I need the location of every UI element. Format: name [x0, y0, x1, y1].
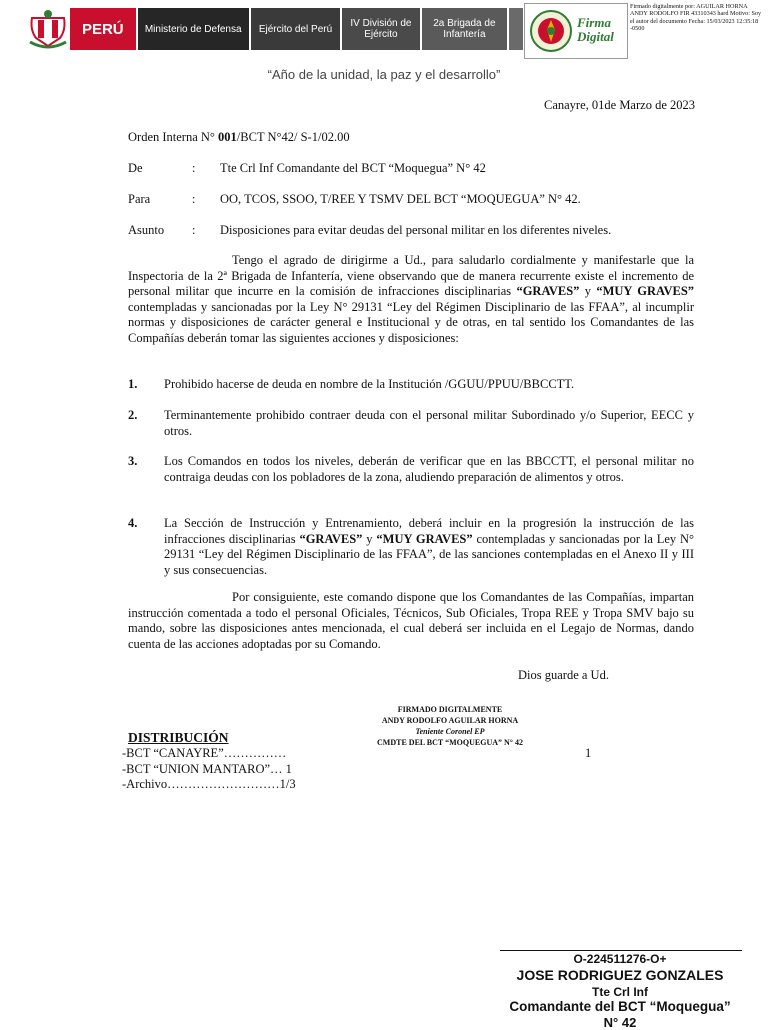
footer-rank: Tte Crl Inf — [592, 985, 648, 999]
order-number: 001 — [218, 130, 237, 144]
item-4-text — [164, 516, 694, 578]
header-ministerio: Ministerio de Defensa — [136, 8, 249, 50]
item-4-muy-graves: “MUY GRAVES” — [376, 531, 473, 546]
item-1-text: Prohibido hacerse de deuda en nombre de la Institución /GGUU/PPUU/BBCCTT. — [164, 377, 575, 391]
graves-term: “GRAVES” — [516, 284, 580, 298]
year-motto: “Año de la unidad, la paz y el desarrollo” — [267, 67, 501, 82]
farewell: Dios guarde a Ud. — [518, 668, 609, 682]
distribution-row-1-count: 1 — [585, 746, 592, 760]
header-brigada: 2a Brigada de Infantería — [420, 8, 507, 50]
item-4-text-b: contempladas y sancionadas por la Ley N° 29131 “Ley del Régimen Disciplinario de las FFAA”, de las sanciones contempladas en el Anexo II y III y sus consecuencias. — [164, 531, 695, 577]
item-4-graves: “GRAVES” — [299, 531, 363, 546]
de-label: De — [128, 161, 143, 175]
distribution-title: DISTRIBUCIÓN — [128, 730, 229, 745]
ds-line2: ANDY RODOLFO AGUILAR HORNA — [381, 716, 519, 725]
signature-details: Firmado digitalmente por: AGUILAR HORNA ANDY RODOLFO FIR 43310343 hard Motivo: Soy el autor del documento Fecha: 15/03/2023 12:35:18 -0500 — [630, 3, 762, 32]
closing-paragraph: Por consiguiente, este comando dispone que los Comandantes de las Compañías, impartan instrucción comentada a todo el personal Oficiales, Técnicos, Sub Oficiales, Tropa REE y Tropa SMV bajo su mando, sobre las disposiciones antes mencionada, el cual deberá ser incluida en el Legajo de Normas, dando cuenta de las acciones adoptadas por su Comando. — [128, 590, 694, 651]
order-suffix: /BCT N°42/ S-1/02.00 — [236, 130, 350, 144]
item-4-text-a: La Sección de Instrucción y Entrenamiento, deberá incluir en la progresión la instrucción de las infracciones disciplinarias — [164, 516, 694, 546]
army-seal-icon — [529, 8, 573, 54]
distribution-row-1: -BCT “CANAYRE”…………… — [122, 746, 287, 760]
asunto-label: Asunto — [128, 223, 165, 237]
footer-name: JOSE RODRIGUEZ GONZALES — [516, 967, 724, 983]
distribution-row-3: -Archivo………………………1/3 — [122, 777, 296, 791]
ds-line3: Teniente Coronel EP — [415, 727, 485, 736]
de-colon: : — [192, 161, 196, 175]
item-3-num: 3. — [128, 454, 138, 468]
header-division: IV División de Ejército — [340, 8, 419, 50]
conj-y: y — [584, 284, 592, 298]
ds-line4: CMDTE DEL BCT “MOQUEGUA” N° 42 — [377, 738, 523, 747]
ds-line1: FIRMADO DIGITALMENTE — [397, 705, 503, 714]
distribution-row-2: -BCT “UNION MANTARO”… 1 — [122, 762, 292, 776]
signature-line — [500, 950, 742, 951]
item-2-text: Terminantemente prohibido contraer deuda con el personal militar Subordinado y/o Superior, EECC y otros. — [164, 408, 694, 438]
peru-label: PERÚ — [70, 8, 136, 50]
de-value: Tte Crl Inf Comandante del BCT “Moquegua” N° 42 — [220, 161, 486, 175]
item-1-num: 1. — [128, 377, 138, 391]
footer-code: O-224511276-O+ — [573, 952, 667, 966]
header-ejercito: Ejército del Perú — [249, 8, 340, 50]
muy-graves-term: “MUY GRAVES” — [596, 284, 695, 298]
footer-role: Comandante del BCT “Moquegua” — [509, 999, 731, 1014]
intro-text-b: contempladas y sancionadas por la Ley N° 29131 “Ley del Régimen Disciplinario de las FFAA”, al incumplir normas y disposiciones de carácter general e Institucional y de otras, en tal sentido los Comandantes de las Compañías deberán tomar las siguientes acciones y disposiciones: — [128, 299, 694, 345]
item-4-num: 4. — [128, 516, 138, 530]
coat-of-arms-icon — [28, 8, 68, 50]
order-prefix: Orden Interna N° — [128, 130, 215, 144]
item-4-conj: y — [366, 531, 373, 546]
order-line — [128, 130, 528, 146]
para-value: OO, TCOS, SSOO, T/REE Y TSMV DEL BCT “MOQUEGUA” N° 42. — [220, 192, 581, 206]
para-label: Para — [128, 192, 151, 206]
gov-header — [28, 8, 523, 50]
digital-signature-stamp — [524, 3, 628, 59]
item-2-num: 2. — [128, 408, 138, 422]
header-extra — [507, 8, 523, 50]
firma-digital-label: Firma Digital — [577, 15, 614, 44]
intro-text-a: Tengo el agrado de dirigirme a Ud., para saludarlo cordialmente y manifestarle que la Inspectoria de la 2ª Brigada de Infantería, viene observando que de manera recurrente existe el incremento de personal militar que incurre en la comisión de infracciones disciplinarias — [128, 253, 694, 298]
item-3-text: Los Comandos en todos los niveles, deberán de verificar que en las BBCCTT, el personal militar no contraiga deudas con los pobladores de la zona, aludiendo preparación de alimentos y otros. — [164, 454, 694, 484]
asunto-value: Disposiciones para evitar deudas del personal militar en los diferentes niveles. — [220, 223, 612, 237]
digital-sign-block — [330, 704, 570, 748]
place-date: Canayre, 01de Marzo de 2023 — [544, 98, 695, 112]
para-colon: : — [192, 192, 196, 206]
intro-paragraph — [128, 253, 694, 346]
footer-unit: N° 42 — [603, 1015, 637, 1030]
asunto-colon: : — [192, 223, 196, 237]
